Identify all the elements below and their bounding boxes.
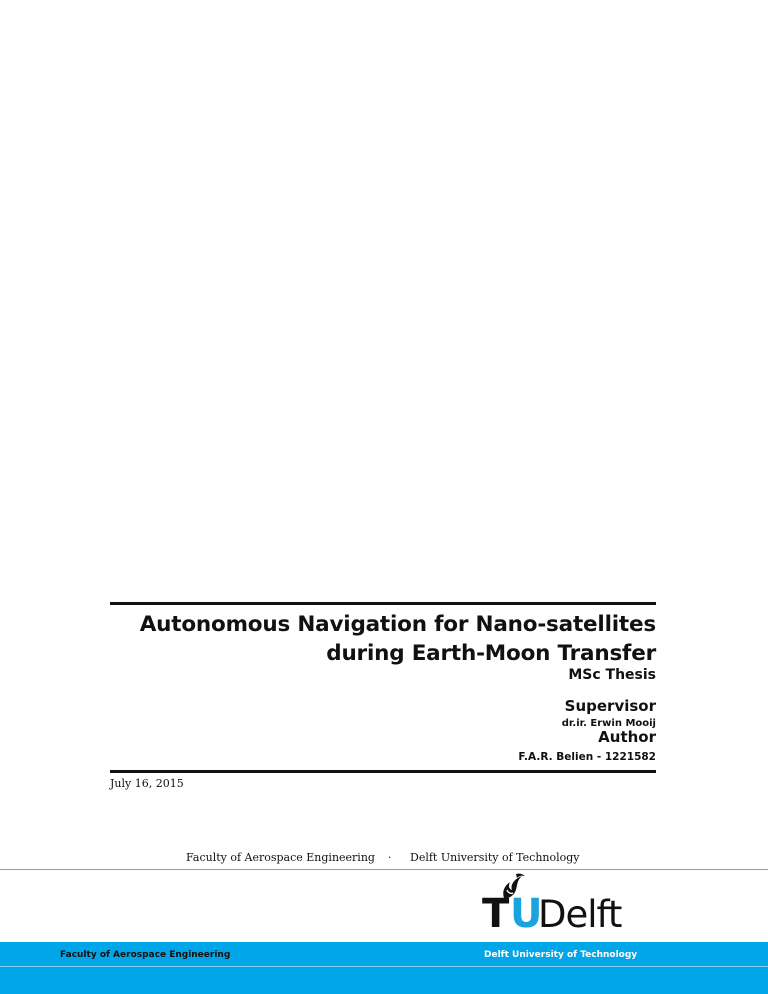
- bottom-rule: [110, 770, 656, 773]
- footer-bar: [0, 942, 768, 994]
- logo-letter-t: T: [482, 891, 510, 937]
- supervisor-name: dr.ir. Erwin Mooij: [561, 718, 656, 729]
- thesis-title-line-1: Autonomous Navigation for Nano-satellites: [139, 612, 656, 637]
- footer-divider: [0, 869, 768, 870]
- footer-university: Delft University of Technology: [484, 950, 638, 960]
- logo-wordmark-delft: Delft: [538, 893, 622, 936]
- affiliation-university: Delft University of Technology: [410, 851, 580, 864]
- affiliation-faculty: Faculty of Aerospace Engineering: [186, 851, 375, 864]
- tudelft-logo: [482, 870, 652, 940]
- supervisor-heading: Supervisor: [564, 697, 656, 715]
- author-heading: Author: [598, 728, 656, 746]
- footer-line: [0, 966, 768, 967]
- logo-letter-u: U: [510, 891, 543, 937]
- thesis-title-line-2: during Earth-Moon Transfer: [326, 641, 656, 666]
- affiliation-separator: ·: [388, 851, 392, 864]
- thesis-date: July 16, 2015: [110, 777, 184, 790]
- thesis-title: [140, 610, 656, 668]
- top-rule: [110, 602, 656, 605]
- footer-faculty: Faculty of Aerospace Engineering: [60, 950, 231, 960]
- thesis-subtitle: MSc Thesis: [568, 667, 656, 683]
- author-name: F.A.R. Belien - 1221582: [518, 751, 656, 763]
